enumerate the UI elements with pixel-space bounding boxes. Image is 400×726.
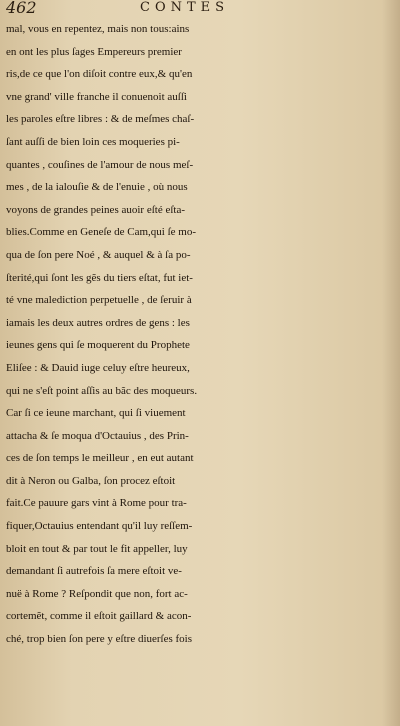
text-line: Eliſee : & Dauid iuge celuy eſtre heureux, [6,361,190,374]
text-line: bloit en tout & par tout le fit appeller, luy [6,542,188,555]
text-line: fiquer,Octauius entendant qu'il luy reſſem- [6,520,193,533]
text-line: les paroles eſtre libres : & de meſmes chaſ- [6,113,195,126]
text-line: fait.Ce pauure gars vint à Rome pour tra- [6,497,187,510]
text-line: té vne malediction perpetuelle , de ſeruir à [6,294,192,307]
page-number: 462 [6,0,37,17]
running-head: CONTES [140,0,230,15]
text-line: nuë à Rome ? Reſpondit que non, fort ac- [6,587,188,600]
text-line: iamais les deux autres ordres de gens : les [6,316,190,329]
body-text [0,18,400,651]
text-line: ſant auſſi de bien loin ces moqueries pi- [6,135,180,148]
text-line: mes , de la ialouſie & de l'enuie , où nous [6,181,188,194]
text-line: ché, trop bien ſon pere y eſtre diuerſes fois [6,633,193,646]
text-line: vne grand' ville franche il conuenoit auſſi [6,90,187,103]
text-line: ces de ſon temps le meilleur , en eut autant [6,452,194,465]
text-line: demandant ſi autrefois ſa mere eſtoit ve- [6,565,182,578]
text-line: blies.Comme en Geneſe de Cam,qui ſe mo- [6,226,197,239]
text-line: attacha & ſe moqua d'Octauius , des Prin- [6,429,189,442]
text-line: en ont les plus ſages Empereurs premier [6,45,182,58]
text-line: ieunes gens qui ſe moquerent du Prophete [6,339,190,352]
text-line: voyons de grandes peines auoir eſté eſta- [6,203,185,216]
text-line: cortemẽt, comme il eſtoit gaillard & acon- [6,610,192,623]
text-line: quantes , couſines de l'amour de nous meſ- [6,158,194,171]
text-line: mal, vous en repentez, mais non tous:ains [6,23,190,35]
text-line: Car ſi ce ieune marchant, qui ſi viuement [6,407,186,420]
text-line: ris,de ce que l'on diſoit contre eux,& qu'en [6,68,193,81]
page-edge-shadow [382,0,400,726]
text-line: qua de ſon pere Noé , & auquel & à ſa po- [6,248,191,261]
text-line: ſterité,qui ſont les gẽs du tiers eſtat, fut iet- [6,271,193,284]
page-header [0,0,400,20]
text-line: qui ne s'eſt point aſſis au bãc des moqueurs. [6,384,198,397]
text-line: dit à Neron ou Galba, ſon procez eſtoit [6,474,176,487]
